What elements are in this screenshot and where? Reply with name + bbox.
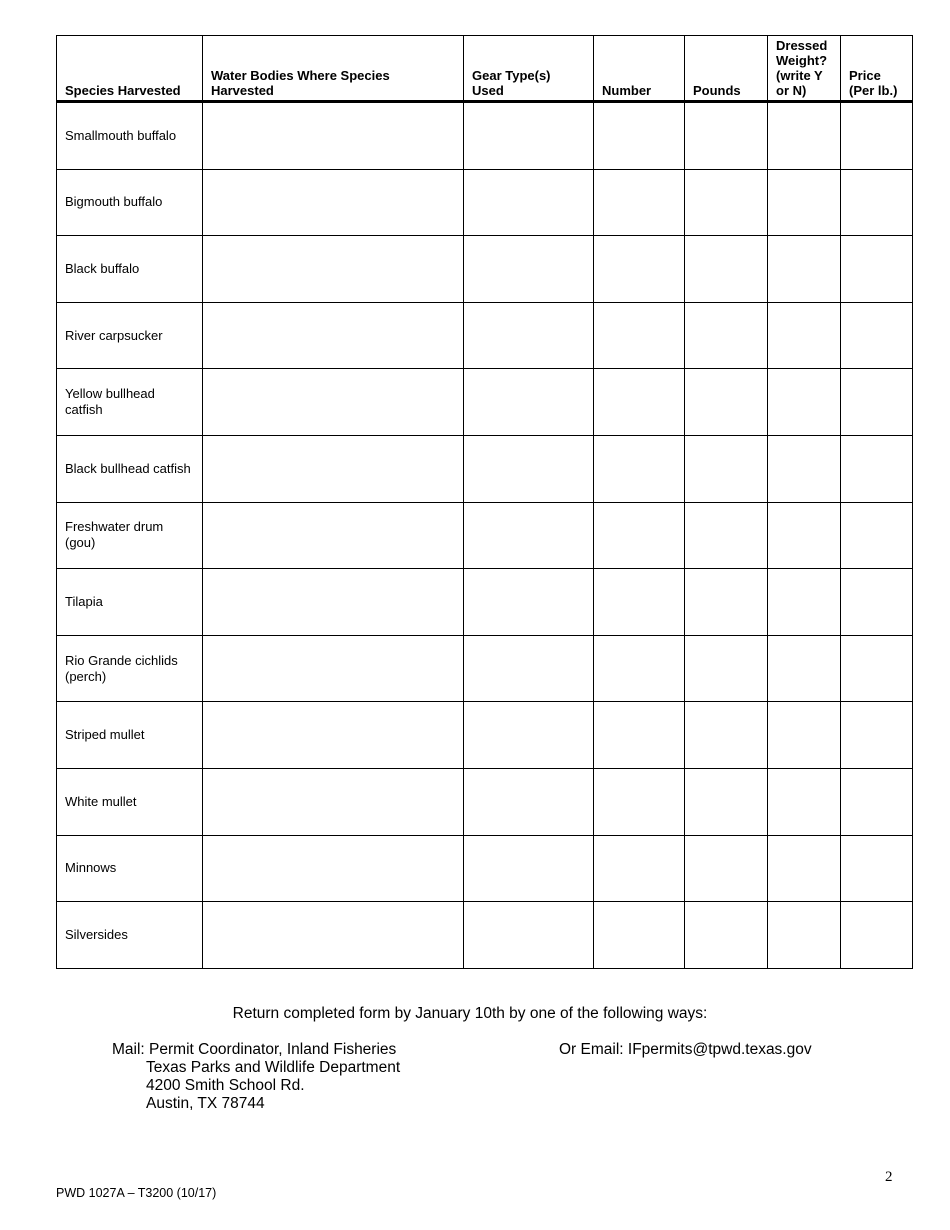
dressed-weight-input[interactable] (768, 236, 841, 303)
dressed-weight-input[interactable] (768, 635, 841, 702)
species-name: Silversides (57, 902, 203, 969)
pounds-input[interactable] (685, 702, 768, 769)
number-input[interactable] (594, 502, 685, 569)
number-input[interactable] (594, 768, 685, 835)
mail-line-2: Texas Parks and Wildlife Department (146, 1059, 401, 1076)
dressed-weight-input[interactable] (768, 435, 841, 502)
header-gear-type: Gear Type(s) Used (464, 36, 594, 102)
pounds-input[interactable] (685, 768, 768, 835)
gear-type-input[interactable] (464, 768, 594, 835)
table-row (57, 768, 913, 835)
mail-line-1: Mail: Permit Coordinator, Inland Fisheries (112, 1041, 397, 1058)
table-row (57, 702, 913, 769)
dressed-weight-input[interactable] (768, 169, 841, 236)
page-number: 2 (885, 1169, 893, 1185)
water-bodies-input[interactable] (203, 236, 464, 303)
price-input[interactable] (841, 302, 913, 369)
species-name: Striped mullet (57, 702, 203, 769)
dressed-weight-input[interactable] (768, 502, 841, 569)
header-pounds: Pounds (685, 36, 768, 102)
gear-type-input[interactable] (464, 902, 594, 969)
mail-line-3: 4200 Smith School Rd. (146, 1077, 305, 1094)
table-row (57, 502, 913, 569)
table-row (57, 835, 913, 902)
water-bodies-input[interactable] (203, 835, 464, 902)
table-row (57, 169, 913, 236)
header-species: Species Harvested (57, 36, 203, 102)
gear-type-input[interactable] (464, 302, 594, 369)
table-row (57, 236, 913, 303)
price-input[interactable] (841, 102, 913, 170)
dressed-weight-input[interactable] (768, 702, 841, 769)
table-row (57, 102, 913, 170)
dressed-weight-input[interactable] (768, 302, 841, 369)
gear-type-input[interactable] (464, 435, 594, 502)
water-bodies-input[interactable] (203, 435, 464, 502)
pounds-input[interactable] (685, 169, 768, 236)
water-bodies-input[interactable] (203, 502, 464, 569)
price-input[interactable] (841, 236, 913, 303)
gear-type-input[interactable] (464, 102, 594, 170)
species-name: Black buffalo (57, 236, 203, 303)
number-input[interactable] (594, 102, 685, 170)
pounds-input[interactable] (685, 369, 768, 436)
number-input[interactable] (594, 369, 685, 436)
pounds-input[interactable] (685, 435, 768, 502)
price-input[interactable] (841, 835, 913, 902)
pounds-input[interactable] (685, 902, 768, 969)
pounds-input[interactable] (685, 102, 768, 170)
header-number: Number (594, 36, 685, 102)
price-input[interactable] (841, 169, 913, 236)
gear-type-input[interactable] (464, 236, 594, 303)
return-instructions: Return completed form by January 10th by one of the following ways: (232, 1005, 708, 1022)
header-dressed-weight: Dressed Weight? (write Y or N) (768, 36, 841, 102)
species-name: Minnows (57, 835, 203, 902)
species-name: Tilapia (57, 569, 203, 636)
species-name: Yellow bullhead catfish (57, 369, 203, 436)
header-water-bodies: Water Bodies Where Species Harvested (203, 36, 464, 102)
price-input[interactable] (841, 702, 913, 769)
email-contact: Or Email: IFpermits@tpwd.texas.gov (559, 1041, 812, 1058)
number-input[interactable] (594, 569, 685, 636)
water-bodies-input[interactable] (203, 369, 464, 436)
dressed-weight-input[interactable] (768, 102, 841, 170)
mail-address (112, 1041, 400, 1113)
table-row (57, 435, 913, 502)
pounds-input[interactable] (685, 302, 768, 369)
price-input[interactable] (841, 435, 913, 502)
table-row (57, 902, 913, 969)
form-identifier: PWD 1027A – T3200 (10/17) (56, 1186, 217, 1200)
species-name: Rio Grande cichlids (perch) (57, 635, 203, 702)
water-bodies-input[interactable] (203, 569, 464, 636)
species-name: Black bullhead catfish (57, 435, 203, 502)
gear-type-input[interactable] (464, 569, 594, 636)
water-bodies-input[interactable] (203, 902, 464, 969)
water-bodies-input[interactable] (203, 302, 464, 369)
water-bodies-input[interactable] (203, 169, 464, 236)
water-bodies-input[interactable] (203, 768, 464, 835)
table-row (57, 569, 913, 636)
number-input[interactable] (594, 902, 685, 969)
species-name: White mullet (57, 768, 203, 835)
price-input[interactable] (841, 569, 913, 636)
gear-type-input[interactable] (464, 835, 594, 902)
dressed-weight-input[interactable] (768, 768, 841, 835)
dressed-weight-input[interactable] (768, 835, 841, 902)
gear-type-input[interactable] (464, 635, 594, 702)
price-input[interactable] (841, 635, 913, 702)
water-bodies-input[interactable] (203, 635, 464, 702)
pounds-input[interactable] (685, 236, 768, 303)
number-input[interactable] (594, 236, 685, 303)
price-input[interactable] (841, 768, 913, 835)
table-row (57, 635, 913, 702)
species-name: Smallmouth buffalo (57, 102, 203, 170)
pounds-input[interactable] (685, 569, 768, 636)
table-row (57, 302, 913, 369)
number-input[interactable] (594, 635, 685, 702)
number-input[interactable] (594, 169, 685, 236)
gear-type-input[interactable] (464, 169, 594, 236)
price-input[interactable] (841, 902, 913, 969)
table-header-row (57, 36, 913, 102)
price-input[interactable] (841, 369, 913, 436)
species-name: Bigmouth buffalo (57, 169, 203, 236)
table-row (57, 369, 913, 436)
dressed-weight-input[interactable] (768, 569, 841, 636)
number-input[interactable] (594, 835, 685, 902)
species-name: Freshwater drum (gou) (57, 502, 203, 569)
dressed-weight-input[interactable] (768, 369, 841, 436)
price-input[interactable] (841, 502, 913, 569)
gear-type-input[interactable] (464, 502, 594, 569)
number-input[interactable] (594, 435, 685, 502)
pounds-input[interactable] (685, 635, 768, 702)
dressed-weight-input[interactable] (768, 902, 841, 969)
pounds-input[interactable] (685, 502, 768, 569)
species-name: River carpsucker (57, 302, 203, 369)
gear-type-input[interactable] (464, 702, 594, 769)
water-bodies-input[interactable] (203, 702, 464, 769)
number-input[interactable] (594, 302, 685, 369)
gear-type-input[interactable] (464, 369, 594, 436)
mail-line-4: Austin, TX 78744 (146, 1095, 265, 1112)
pounds-input[interactable] (685, 835, 768, 902)
water-bodies-input[interactable] (203, 102, 464, 170)
number-input[interactable] (594, 702, 685, 769)
header-price: Price (Per lb.) (841, 36, 913, 102)
harvest-report-table (56, 35, 913, 969)
